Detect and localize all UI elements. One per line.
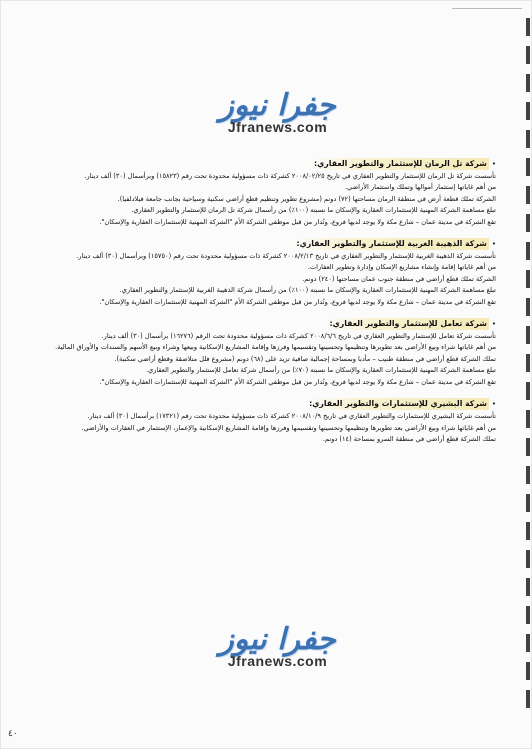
paragraph: من أهم غاياتها إقامة وإنشاء مشاريع الإسكان وإدارة وتطوير العقارات.: [307, 263, 496, 272]
watermark-arabic: جفرا نيوز: [219, 622, 336, 657]
paragraph: من أهم غاياتها شراء وبيع الأراضي بعد تطويرها وتنظيمها وتحسينها وتقسيمها وفرزها وإقامة المشاريع الإسكانية وبيعها وشراء وبيع الأسهم والسندات والأوراق المالية.: [55, 343, 496, 352]
paragraph: الشركة تملك قطع أراضي في منطقة جنوب عمان مساحتها (٢٤٠) دونم.: [302, 274, 496, 283]
paragraph: تأسست شركة البشيري للإستثمارات والتطوير العقاري في تاريخ ٢٠٠٨/١٠/٩ كشركة ذات مسؤولية محدودة تحت رقم (١٧٣٢١) برأسمال (٣٠) ألف دينار.: [87, 412, 496, 421]
top-rule: [452, 8, 522, 15]
bullet-icon: •: [491, 160, 496, 168]
paragraph: تقع الشركة في مدينة عمان – شارع مكة ولا يوجد لديها فروع، وتُدار من قبل موظفي الشركة الأم "الشركة المهنية للإستثمارات العقارية والإسكان".: [99, 377, 496, 386]
paragraph: تبلغ مساهمة الشركة المهنية للإستثمارات العقارية والإسكان ما نسبته (١٠٠٪) من رأسمال شركة الذهيبة الغربية للإستثمار والتطوير العقاري.: [119, 286, 496, 295]
paragraph: تقع الشركة في مدينة عمان – شارع مكة ولا يوجد لديها فروع، وتُدار من قبل موظفي الشركة الأم "الشركة المهنية للإستثمارات العقارية والإسكان".: [99, 297, 496, 306]
bullet-icon: •: [491, 320, 496, 329]
watermark-bottom: [190, 622, 365, 669]
paragraph: من أهم غاياتها إستثمار أموالها وتملك واستثمار الأراضي.: [344, 183, 496, 192]
watermark-arabic: جفرا نيوز: [219, 88, 336, 123]
section-title: شركة الذهيبة الغربية للإستثمار والتطوير العقاري:: [293, 238, 489, 250]
watermark-latin: Jfranews.com: [227, 119, 328, 135]
paragraph: تأسست شركة تل الرمان للإستثمار والتطوير العقاري في تاريخ ٢٠٠٨/٠٢/٢٥ كشركة ذات مسؤولية محدودة تحت رقم (١٥٨٢٣) وبرأسمال (٣٠) ألف دينار.: [84, 172, 496, 180]
paragraph: تبلغ مساهمة الشركة المهنية للإستثمارات العقارية والإسكان ما نسبته (١٠٠٪) من رأسمال شركة تل الرمان للإستثمار والتطوير العقاري.: [131, 206, 496, 215]
page-number: ٤٠: [8, 729, 18, 739]
paragraph: تملك الشركة قطع أراضي في منطقة السرو بمساحة (١٤) دونم.: [322, 434, 496, 443]
section-al-dhuhaiba: [26, 238, 496, 307]
paragraph: تقع الشركة في مدينة عمان – شارع مكة ولا يوجد لديها فروع، وتُدار من قبل موظفي الشركة الأم "الشركة المهنية للإستثمارات العقارية والإسكان".: [99, 217, 496, 226]
section-tal-al-rumman: [26, 158, 496, 227]
binding-edge: [526, 18, 530, 718]
section-title: شركة البشيري للإستثمارات والتطوير العقاري:: [305, 398, 489, 410]
bullet-icon: •: [491, 400, 496, 409]
watermark-top: [190, 88, 365, 135]
paragraph: من أهم غاياتها شراء وبيع الأراضي بعد تطويرها وتنظيمها وتحسينها وتقسيمها وفرزها وإقامة المشاريع الإسكانية والإعمار، الإستثمار في العقارات والأراضي.: [81, 423, 496, 432]
section-title: شركة تل الرمان للإستثمار والتطوير العقاري:: [310, 158, 489, 170]
section-title: شركة تعامل للإستثمار والتطوير العقاري:: [325, 318, 488, 330]
paragraph: تأسست شركة الذهيبة الغربية للإستثمار والتطوير العقاري في تاريخ ٢٠٠٨/٢/١٣ كشركة ذات مسؤولية محدودة تحت رقم (١٥٧٥٠) وبرأسمال (٣٠) ألف دينار.: [76, 252, 496, 261]
document-body: [26, 158, 496, 455]
paragraph: الشركة تملك قطعة أرض في منطقة الرمان مساحتها (٧٢) دونم (مشروع تطوير وتنظيم قطع أراضي سكنية وسياحية بجانب جامعة فيلادلفيا).: [117, 194, 496, 203]
watermark-latin: Jfranews.com: [227, 653, 328, 669]
paragraph: تأسست شركة تعامل للإستثمار والتطوير العقاري في تاريخ ٢٠٠٨/٦/٦ كشركة ذات مسؤولية محدودة تحت الرقم (١٦٢٧٦) برأسمال (٣٠) ألف دينار.: [101, 332, 496, 341]
paragraph: تبلغ مساهمة الشركة المهنية للإستثمارات العقارية والإسكان ما نسبته (٧٠٪) من رأسمال شركة تعامل للإستثمار والتطوير العقاري.: [146, 366, 496, 375]
bullet-icon: •: [491, 240, 496, 249]
section-taamul: [26, 318, 496, 387]
paragraph: تملك الشركة قطع أراضي في منطقة طنيب – مأدبا وبمساحة إجمالية صافية تزيد على (٦٨) دونم (مشروع فلل متلاصقة وقطع أراضي سكنية).: [114, 354, 496, 363]
section-al-bushairi: [26, 398, 496, 444]
